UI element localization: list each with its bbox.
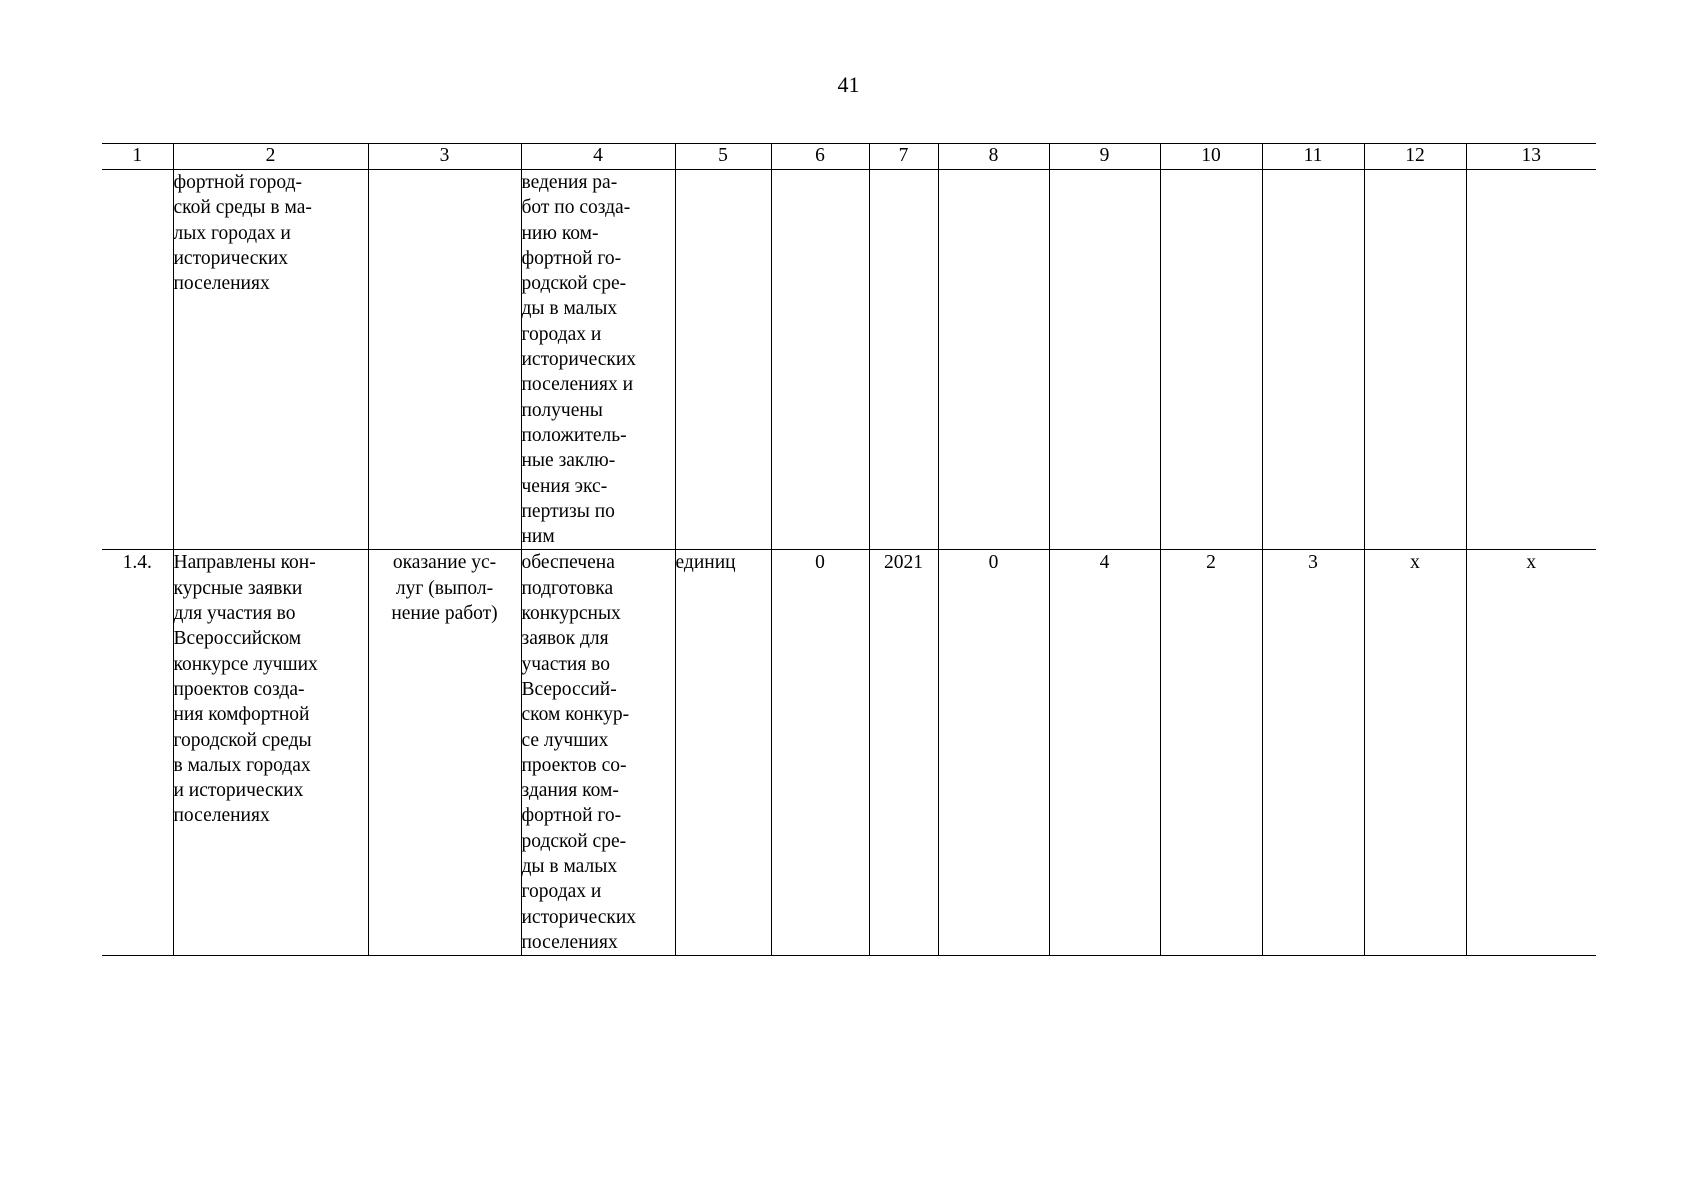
cell-result-name xyxy=(173,170,368,550)
header-col-9: 9 xyxy=(1049,144,1160,170)
indicators-table xyxy=(102,143,1596,956)
text-line: бот по созда- xyxy=(521,197,631,219)
text-line: Направлены кон- xyxy=(173,552,316,574)
cell-col-9 xyxy=(1049,170,1160,550)
cell-type xyxy=(368,550,521,956)
cell-col-11 xyxy=(1262,170,1364,550)
text-line: здания ком- xyxy=(521,780,619,802)
cell-col-12 xyxy=(1364,170,1466,550)
text-line: поселениях xyxy=(521,931,618,953)
cell-col-10: 2 xyxy=(1160,550,1262,956)
text-line: городской среды xyxy=(173,729,312,751)
text-line: родской сре- xyxy=(521,830,627,852)
text-line: ском конкур- xyxy=(521,704,630,726)
header-col-8: 8 xyxy=(938,144,1049,170)
text-line: Всероссий- xyxy=(521,678,617,700)
text-line: фортной го- xyxy=(521,247,622,269)
cell-characteristic xyxy=(521,170,675,550)
text-line: подготовка xyxy=(521,577,614,599)
table-row-1-4 xyxy=(102,550,1596,956)
cell-unit: единиц xyxy=(675,550,771,956)
text-line: лых городах и xyxy=(173,222,291,244)
header-col-10: 10 xyxy=(1160,144,1262,170)
text-line: городах и xyxy=(521,881,602,903)
cell-col-11: 3 xyxy=(1262,550,1364,956)
header-col-7: 7 xyxy=(869,144,938,170)
text-line: городах и xyxy=(521,323,602,345)
header-col-3: 3 xyxy=(368,144,521,170)
text-line: исторических xyxy=(521,349,637,371)
header-col-11: 11 xyxy=(1262,144,1364,170)
header-col-6: 6 xyxy=(771,144,869,170)
cell-base-year xyxy=(869,170,938,550)
page-number: 41 xyxy=(837,72,860,97)
cell-col-8 xyxy=(938,170,1049,550)
text-line: поселениях и xyxy=(521,374,634,396)
cell-result-name xyxy=(173,550,368,956)
text-line: в малых городах xyxy=(173,754,311,776)
text-line: участия во xyxy=(521,653,610,675)
text-line: исторических xyxy=(173,247,289,269)
cell-base-value: 0 xyxy=(771,550,869,956)
text-line: курсные заявки xyxy=(173,577,303,599)
header-col-5: 5 xyxy=(675,144,771,170)
text-line: и исторических xyxy=(173,780,304,802)
text-line: положитель- xyxy=(521,424,627,446)
text-line: ды в малых xyxy=(521,298,618,320)
text-line: проектов созда- xyxy=(173,678,305,700)
cell-col-8: 0 xyxy=(938,550,1049,956)
text-line: ведения ра- xyxy=(521,172,618,193)
text-line: ные заклю- xyxy=(521,450,616,472)
text-line: родской сре- xyxy=(521,273,627,295)
header-col-12: 12 xyxy=(1364,144,1466,170)
text-line: ской среды в ма- xyxy=(173,197,312,219)
header-col-2: 2 xyxy=(173,144,368,170)
text-line: ния комфортной xyxy=(173,704,310,726)
text-line: получены xyxy=(521,399,603,421)
cell-characteristic xyxy=(521,550,675,956)
cell-number xyxy=(102,170,173,550)
text-line: луг (выпол- xyxy=(395,577,494,599)
cell-number: 1.4. xyxy=(102,550,173,956)
text-line: ды в малых xyxy=(521,856,618,878)
text-line: поселениях xyxy=(173,273,270,295)
text-line: ним xyxy=(521,526,555,548)
cell-col-9: 4 xyxy=(1049,550,1160,956)
text-line: заявок для xyxy=(521,628,609,650)
text-line: оказание ус- xyxy=(392,552,497,574)
header-row xyxy=(102,144,1596,170)
cell-col-12: х xyxy=(1364,550,1466,956)
cell-base-year: 2021 xyxy=(869,550,938,956)
header-col-1: 1 xyxy=(102,144,173,170)
cell-type xyxy=(368,170,521,550)
text-line: нию ком- xyxy=(521,222,599,244)
text-line: се лучших xyxy=(521,729,609,751)
cell-col-13: х xyxy=(1466,550,1596,956)
cell-base-value xyxy=(771,170,869,550)
cell-unit xyxy=(675,170,771,550)
text-line: поселениях xyxy=(173,805,270,827)
text-line: фортной город- xyxy=(173,172,303,193)
text-line: конкурсе лучших xyxy=(173,653,318,675)
text-line: нение работ) xyxy=(391,603,498,625)
text-line: пертизы по xyxy=(521,500,615,522)
text-line: Всероссийском xyxy=(173,628,302,650)
text-line: для участия во xyxy=(173,603,296,625)
cell-col-13 xyxy=(1466,170,1596,550)
table-row-continued xyxy=(102,170,1596,550)
text-line: чения экс- xyxy=(521,475,608,497)
text-line: проектов со- xyxy=(521,754,627,776)
text-line: фортной го- xyxy=(521,805,622,827)
text-line: исторических xyxy=(521,906,637,928)
text-line: конкурсных xyxy=(521,603,621,625)
header-col-4: 4 xyxy=(521,144,675,170)
cell-col-10 xyxy=(1160,170,1262,550)
text-line: обеспечена xyxy=(521,552,615,574)
header-col-13: 13 xyxy=(1466,144,1596,170)
